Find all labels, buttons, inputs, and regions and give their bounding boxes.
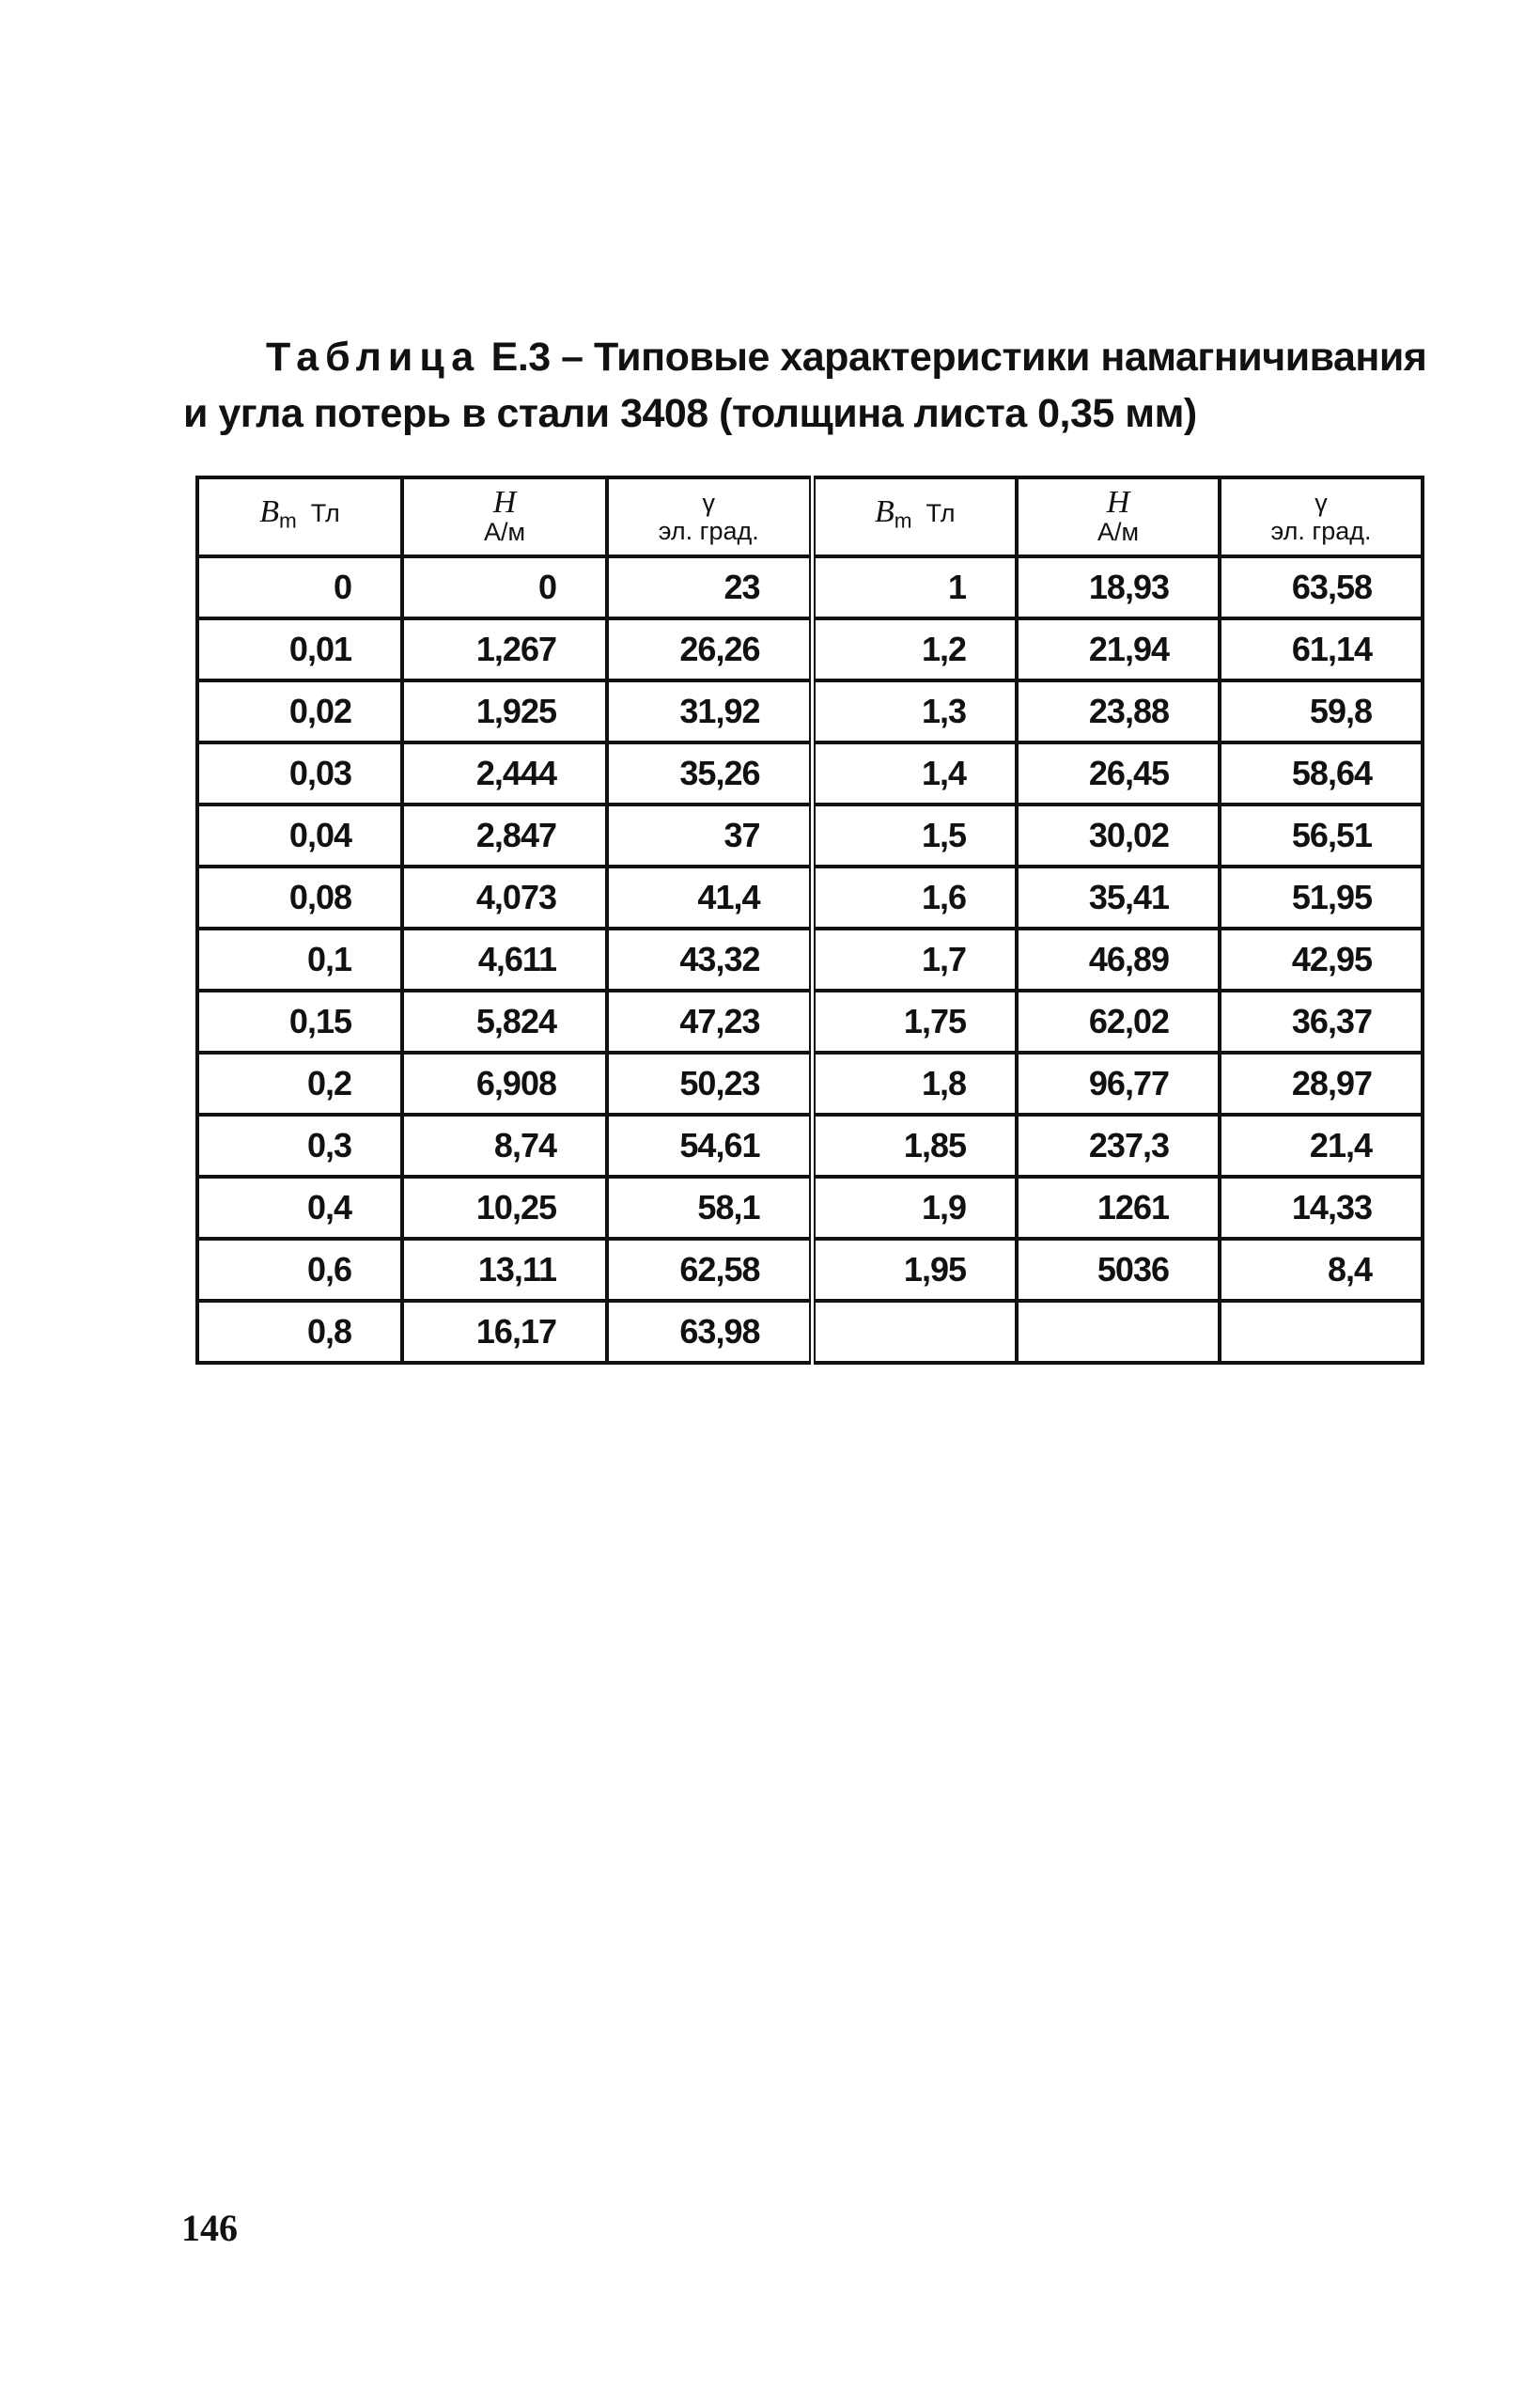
table-cell: 2,444 bbox=[402, 742, 607, 805]
table-cell: 28,97 bbox=[1220, 1053, 1423, 1115]
table-cell: 21,94 bbox=[1017, 618, 1220, 680]
table-cell: 0 bbox=[197, 556, 402, 618]
table-cell: 1261 bbox=[1017, 1177, 1220, 1239]
table-cell: 13,11 bbox=[402, 1239, 607, 1301]
table-body bbox=[197, 556, 1423, 1363]
table-cell: 10,25 bbox=[402, 1177, 607, 1239]
table-cell: 56,51 bbox=[1220, 805, 1423, 867]
table-cell: 1,9 bbox=[812, 1177, 1017, 1239]
table-cell: 59,8 bbox=[1220, 680, 1423, 742]
table-cell: 1,925 bbox=[402, 680, 607, 742]
table-cell: 58,1 bbox=[607, 1177, 812, 1239]
table-row bbox=[197, 991, 1423, 1053]
header-h-left: H А/м bbox=[402, 477, 607, 556]
table-cell: 26,26 bbox=[607, 618, 812, 680]
table-cell: 1,8 bbox=[812, 1053, 1017, 1115]
table-cell: 35,26 bbox=[607, 742, 812, 805]
table-cell: 50,23 bbox=[607, 1053, 812, 1115]
table-cell: 6,908 bbox=[402, 1053, 607, 1115]
table-cell bbox=[1017, 1301, 1220, 1363]
table-cell: 1,7 bbox=[812, 929, 1017, 991]
table-cell: 8,4 bbox=[1220, 1239, 1423, 1301]
table-cell: 35,41 bbox=[1017, 867, 1220, 929]
table-cell: 0,01 bbox=[197, 618, 402, 680]
table-cell: 0 bbox=[402, 556, 607, 618]
table-cell: 58,64 bbox=[1220, 742, 1423, 805]
table-cell bbox=[1220, 1301, 1423, 1363]
table-row bbox=[197, 1053, 1423, 1115]
table-cell: 1 bbox=[812, 556, 1017, 618]
header-gamma-right: γ эл. град. bbox=[1220, 477, 1423, 556]
table-cell: 0,1 bbox=[197, 929, 402, 991]
table-cell: 4,611 bbox=[402, 929, 607, 991]
header-h-right: H А/м bbox=[1017, 477, 1220, 556]
table-cell: 16,17 bbox=[402, 1301, 607, 1363]
table-cell: 1,75 bbox=[812, 991, 1017, 1053]
table-cell: 42,95 bbox=[1220, 929, 1423, 991]
table-cell: 51,95 bbox=[1220, 867, 1423, 929]
table-cell: 0,04 bbox=[197, 805, 402, 867]
table-cell: 5,824 bbox=[402, 991, 607, 1053]
header-bm-right: $B_m$ Тл bbox=[812, 477, 1017, 556]
table-cell: 62,02 bbox=[1017, 991, 1220, 1053]
table-cell: 18,93 bbox=[1017, 556, 1220, 618]
table-cell: 31,92 bbox=[607, 680, 812, 742]
table-cell: 0,8 bbox=[197, 1301, 402, 1363]
magnetization-table bbox=[195, 476, 1424, 1365]
table-row bbox=[197, 929, 1423, 991]
table-cell: 63,58 bbox=[1220, 556, 1423, 618]
table-cell: 26,45 bbox=[1017, 742, 1220, 805]
table-cell: 43,32 bbox=[607, 929, 812, 991]
table-cell: 1,85 bbox=[812, 1115, 1017, 1177]
table-cell: 0,3 bbox=[197, 1115, 402, 1177]
page-number: 146 bbox=[181, 2207, 238, 2249]
header-gamma-left: γ эл. град. bbox=[607, 477, 812, 556]
table-cell: 30,02 bbox=[1017, 805, 1220, 867]
caption-line-1 bbox=[183, 329, 1433, 385]
table-cell: 0,15 bbox=[197, 991, 402, 1053]
table-cell: 41,4 bbox=[607, 867, 812, 929]
table-cell: 46,89 bbox=[1017, 929, 1220, 991]
table-cell: 1,5 bbox=[812, 805, 1017, 867]
table-cell: 0,03 bbox=[197, 742, 402, 805]
table-cell: 5036 bbox=[1017, 1239, 1220, 1301]
table-row bbox=[197, 805, 1423, 867]
header-bm-left: $B_m$ Тл bbox=[197, 477, 402, 556]
table-cell: 63,98 bbox=[607, 1301, 812, 1363]
table-row bbox=[197, 1239, 1423, 1301]
table-caption bbox=[183, 329, 1433, 442]
table-cell: 1,95 bbox=[812, 1239, 1017, 1301]
table-cell: 1,3 bbox=[812, 680, 1017, 742]
caption-title-start: Е.3 – Типовые характеристики намагничивания bbox=[480, 335, 1427, 380]
table-cell: 0,6 bbox=[197, 1239, 402, 1301]
table-header-row bbox=[197, 477, 1423, 556]
table-row bbox=[197, 680, 1423, 742]
caption-label: Таблица bbox=[266, 335, 481, 380]
table-cell: 8,74 bbox=[402, 1115, 607, 1177]
table-cell: 54,61 bbox=[607, 1115, 812, 1177]
table-cell: 14,33 bbox=[1220, 1177, 1423, 1239]
table-cell: 96,77 bbox=[1017, 1053, 1220, 1115]
table-row bbox=[197, 1301, 1423, 1363]
table-cell: 2,847 bbox=[402, 805, 607, 867]
table-cell: 1,267 bbox=[402, 618, 607, 680]
table-cell: 47,23 bbox=[607, 991, 812, 1053]
table-cell: 0,2 bbox=[197, 1053, 402, 1115]
caption-line-2: и угла потерь в стали 3408 (толщина листа 0,35 мм) bbox=[183, 391, 1197, 436]
table-cell: 61,14 bbox=[1220, 618, 1423, 680]
table-cell: 0,08 bbox=[197, 867, 402, 929]
table-row bbox=[197, 556, 1423, 618]
table-cell: 36,37 bbox=[1220, 991, 1423, 1053]
table-row bbox=[197, 1115, 1423, 1177]
table-row bbox=[197, 1177, 1423, 1239]
table-row bbox=[197, 618, 1423, 680]
table-cell: 62,58 bbox=[607, 1239, 812, 1301]
table-cell: 23 bbox=[607, 556, 812, 618]
table-cell: 37 bbox=[607, 805, 812, 867]
table-cell: 1,4 bbox=[812, 742, 1017, 805]
table-row bbox=[197, 867, 1423, 929]
table-cell bbox=[812, 1301, 1017, 1363]
table-cell: 1,6 bbox=[812, 867, 1017, 929]
table-cell: 21,4 bbox=[1220, 1115, 1423, 1177]
table-cell: 0,02 bbox=[197, 680, 402, 742]
table-cell: 23,88 bbox=[1017, 680, 1220, 742]
table-cell: 237,3 bbox=[1017, 1115, 1220, 1177]
table-cell: 1,2 bbox=[812, 618, 1017, 680]
table-cell: 0,4 bbox=[197, 1177, 402, 1239]
table-cell: 4,073 bbox=[402, 867, 607, 929]
table-row bbox=[197, 742, 1423, 805]
